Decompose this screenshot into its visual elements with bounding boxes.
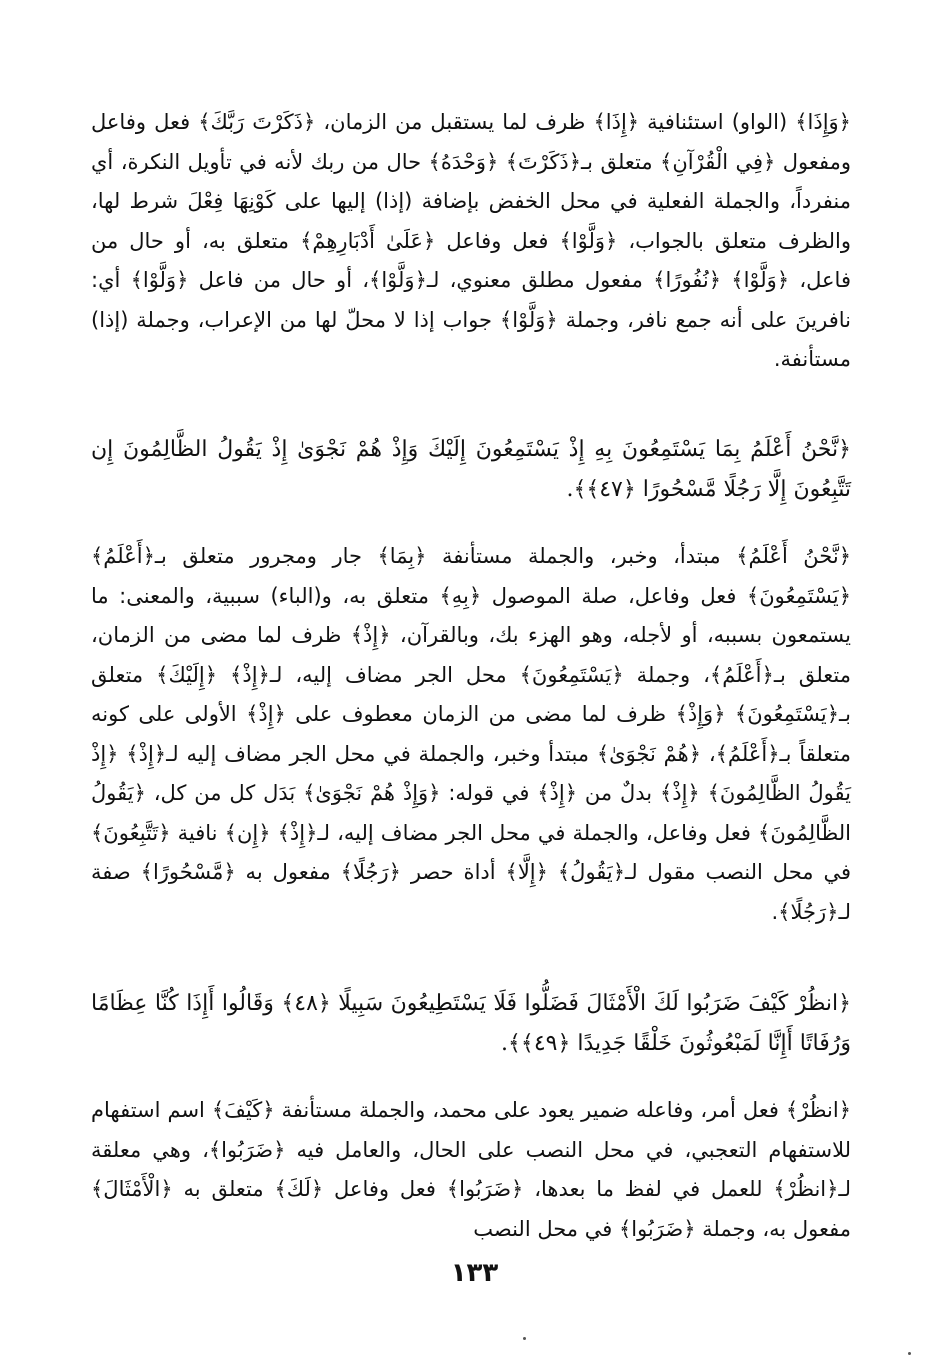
page-number: ١٣٣: [450, 1258, 499, 1288]
quran-verse-47: ﴿نَّحْنُ أَعْلَمُ بِمَا يَسْتَمِعُونَ بِهِ إِذْ يَسْتَمِعُونَ إِلَيْكَ وَإِذْ هُمْ نَجْوَىٰ إِذْ يَقُولُ الظَّالِمُونَ إِن تَتَّبِعُونَ إِلَّا رَجُلًا مَّسْحُورًا ﴿٤٧﴾﴾.: [91, 437, 851, 502]
paragraph-verse-47-analysis: ﴿نَّحْنُ أَعْلَمُ﴾ مبتدأ، وخبر، والجملة مستأنفة ﴿بِمَا﴾ جار ومجرور متعلق بـ﴿أَعْلَمُ﴾ ﴿يَسْتَمِعُونَ﴾ فعل وفاعل، صلة الموصول ﴿بِهِ﴾ متعلق به، و(الباء) سببية، والمعنى: ما يستمعون بسببه، أو لأجله، وهو الهزء بك، وبالقرآن، ﴿إِذْ﴾ ظرف لما مضى من الزمان، متعلق بـ﴿أَعْلَمُ﴾، وجملة ﴿يَسْتَمِعُونَ﴾ محل الجر مضاف إليه، لـ﴿إِذْ﴾ ﴿إِلَيْكَ﴾ متعلق بـ﴿يَسْتَمِعُونَ﴾ ﴿وَإِذْ﴾ ظرف لما مضى من الزمان معطوف على ﴿إِذْ﴾ الأولى على كونه متعلقاً بـ﴿أَعْلَمُ﴾، ﴿هُمْ نَجْوَىٰ﴾ مبتدأ وخبر، والجملة في محل الجر مضاف إليه لـ﴿إِذْ﴾ ﴿إِذْ يَقُولُ الظَّالِمُونَ﴾ ﴿إِذْ﴾ بدلٌ من ﴿إِذْ﴾ في قوله: ﴿وَإِذْ هُمْ نَجْوَىٰ﴾ بَدَل كل من كل، ﴿يَقُولُ الظَّالِمُونَ﴾ فعل وفاعل، والجملة في محل الجر مضاف إليه، لـ﴿إِذْ﴾ ﴿إِن﴾ نافية ﴿تَتَّبِعُونَ﴾ في محل النصب مقول لـ﴿يَقُولُ﴾ ﴿إِلَّا﴾ أداة حصر ﴿رَجُلًا﴾ مفعول به ﴿مَّسْحُورًا﴾ صفة لـ﴿رَجُلًا﴾.: [91, 544, 851, 924]
quran-verses-48-49: ﴿انظُرْ كَيْفَ ضَرَبُوا لَكَ الْأَمْثَالَ فَضَلُّوا فَلَا يَسْتَطِيعُونَ سَبِيلًا ﴿٤٨﴾ وَقَالُوا أَإِذَا كُنَّا عِظَامًا وَرُفَاتًا أَإِنَّا لَمَبْعُوثُونَ خَلْقًا جَدِيدًا ﴿٤٩﴾﴾.: [91, 991, 851, 1056]
scan-speck: [908, 1352, 911, 1355]
paragraph-verse-46-analysis: ﴿وَإِذَا﴾ (الواو) استئنافية ﴿إِذَا﴾ ظرف لما يستقبل من الزمان، ﴿ذَكَرْتَ رَبَّكَ﴾ فعل وفاعل ومفعول ﴿فِي الْقُرْآنِ﴾ متعلق بـ﴿ذَكَرْتَ﴾ ﴿وَحْدَهُ﴾ حال من ربك لأنه في تأويل النكرة، أي منفرداً، والجملة الفعلية في محل الخفض بإضافة (إذا) إليها على كَوْنِهَا فِعْلَ شرط لها، والظرف متعلق بالجواب، ﴿وَلَّوْا﴾ فعل وفاعل ﴿عَلَىٰ أَدْبَارِهِمْ﴾ متعلق به، أو حال من فاعل، ﴿وَلَّوْا﴾ ﴿نُفُورًا﴾ مفعول مطلق معنوي، لـ﴿وَلَّوْا﴾، أو حال من فاعل ﴿وَلَّوْا﴾ أي: نافرينَ على أنه جمع نافر، وجملة ﴿وَلَّوْا﴾ جواب إذا لا محلّ لها من الإعراب، وجملة (إذا) مستأنفة.: [91, 110, 851, 371]
paragraph-verse-48-analysis: ﴿انظُرْ﴾ فعل أمر، وفاعله ضمير يعود على محمد، والجملة مستأنفة ﴿كَيْفَ﴾ اسم استفهام للاستفهام التعجبي، في محل النصب على الحال، والعامل فيه ﴿ضَرَبُوا﴾، وهي معلقة لـ﴿انظُرْ﴾ للعمل في لفظ ما بعدها، ﴿ضَرَبُوا﴾ فعل وفاعل ﴿لَكَ﴾ متعلق به ﴿الْأَمْثَالَ﴾ مفعول به، وجملة ﴿ضَرَبُوا﴾ في محل النصب: [91, 1098, 851, 1241]
scan-speck: [523, 1337, 526, 1340]
